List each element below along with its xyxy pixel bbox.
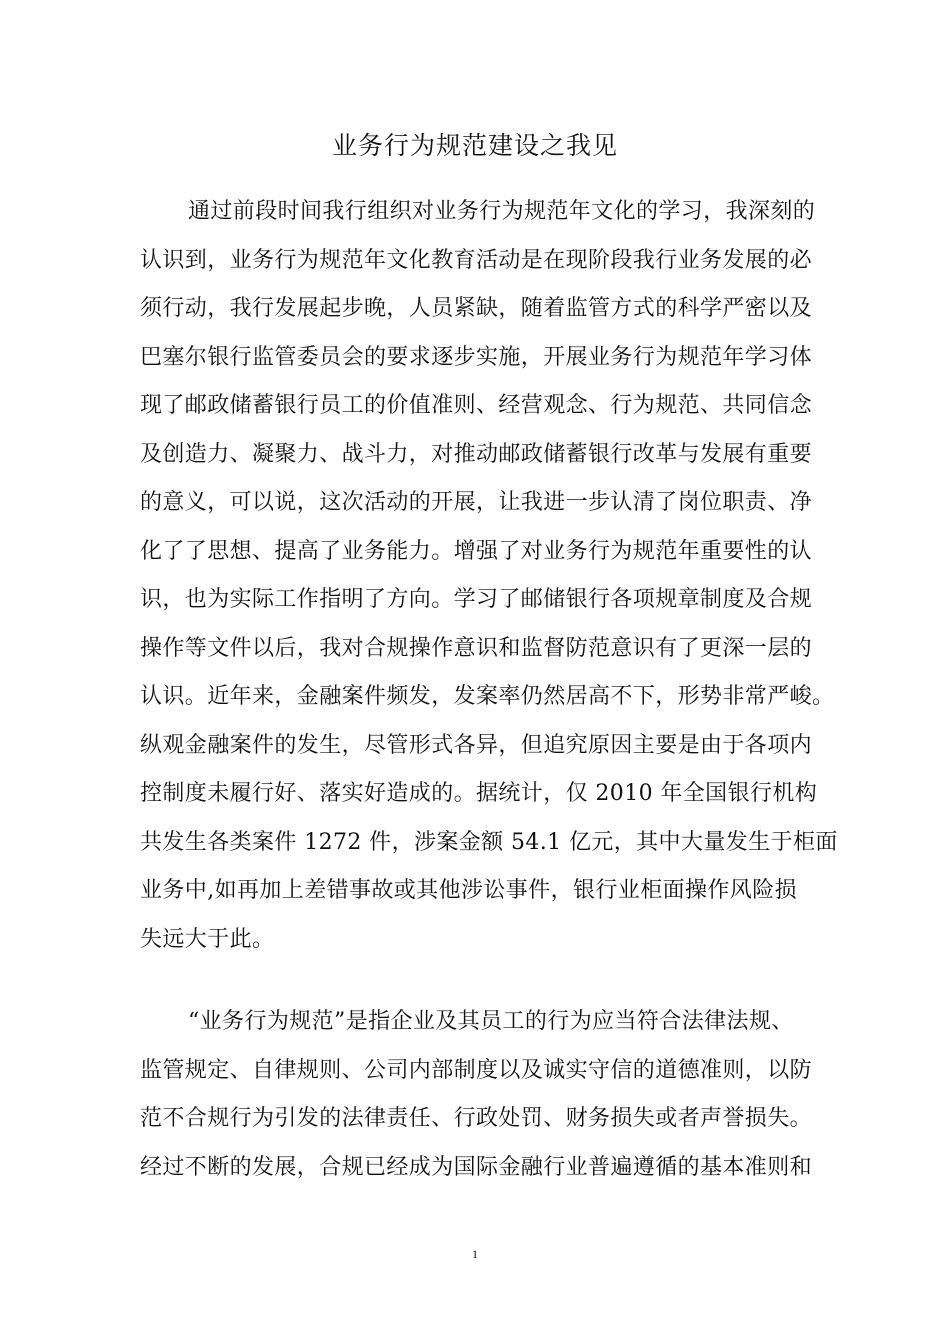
text-line: “业务行为规范”是指企业及其员工的行为应当符合法律法规、 [188,1009,794,1034]
text-line: 认识。近年来，金融案件频发，发案率仍然居高不下，形势非常严峻。 [140,684,835,709]
text-line: 监管规定、自律规则、公司内部制度以及诚实守信的道德准则，以防 [140,1057,813,1083]
text-line: 认识到，业务行为规范年文化教育活动是在现阶段我行业务发展的必 [140,247,813,273]
text-line: 现了邮政储蓄银行员工的价值准则、经营观念、行为规范、共同信念 [140,393,813,418]
text-line: 巴塞尔银行监管委员会的要求逐步实施，开展业务行为规范年学习体 [140,344,813,370]
text-line: 控制度未履行好、落实好造成的。据统计，仅 2010 年全国银行机构 [140,781,818,806]
text-line: 操作等文件以后，我对合规操作意识和监督防范意识有了更深一层的 [140,635,813,661]
paragraph-1 [140,188,838,964]
text-line: 共发生各类案件 1272 件，涉案金额 54.1 亿元，其中大量发生于柜面 [140,829,838,855]
text-line: 经过不断的发展，合规已经成为国际金融行业普遍遵循的基本准则和 [140,1154,813,1180]
text-line: 业务中,如再加上差错事故或其他涉讼事件，银行业柜面操作风险损 [140,878,797,903]
page-number: 1 [472,1247,478,1261]
text-line: 通过前段时间我行组织对业务行为规范年文化的学习，我深刻的 [188,199,816,224]
text-line: 失远大于此。 [140,926,275,952]
text-line: 识，也为实际工作指明了方向。学习了邮储银行各项规章制度及合规 [140,587,813,612]
page-title: 业务行为规范建设之我见 [331,131,618,160]
text-line: 化了了思想、提高了业务能力。增强了对业务行为规范年重要性的认 [140,538,813,564]
text-line: 纵观金融案件的发生，尽管形式各异，但追究原因主要是由于各项内 [140,732,813,758]
text-line: 须行动，我行发展起步晚，人员紧缺，随着监管方式的科学严密以及 [140,296,813,321]
text-line: 范不合规行为引发的法律责任、行政处罚、财务损失或者声誉损失。 [140,1106,813,1131]
text-line: 及创造力、凝聚力、战斗力，对推动邮政储蓄银行改革与发展有重要 [140,441,813,467]
text-line: 的意义，可以说，这次活动的开展，让我进一步认清了岗位职责、净 [140,490,813,515]
paragraph-2 [140,998,812,1192]
